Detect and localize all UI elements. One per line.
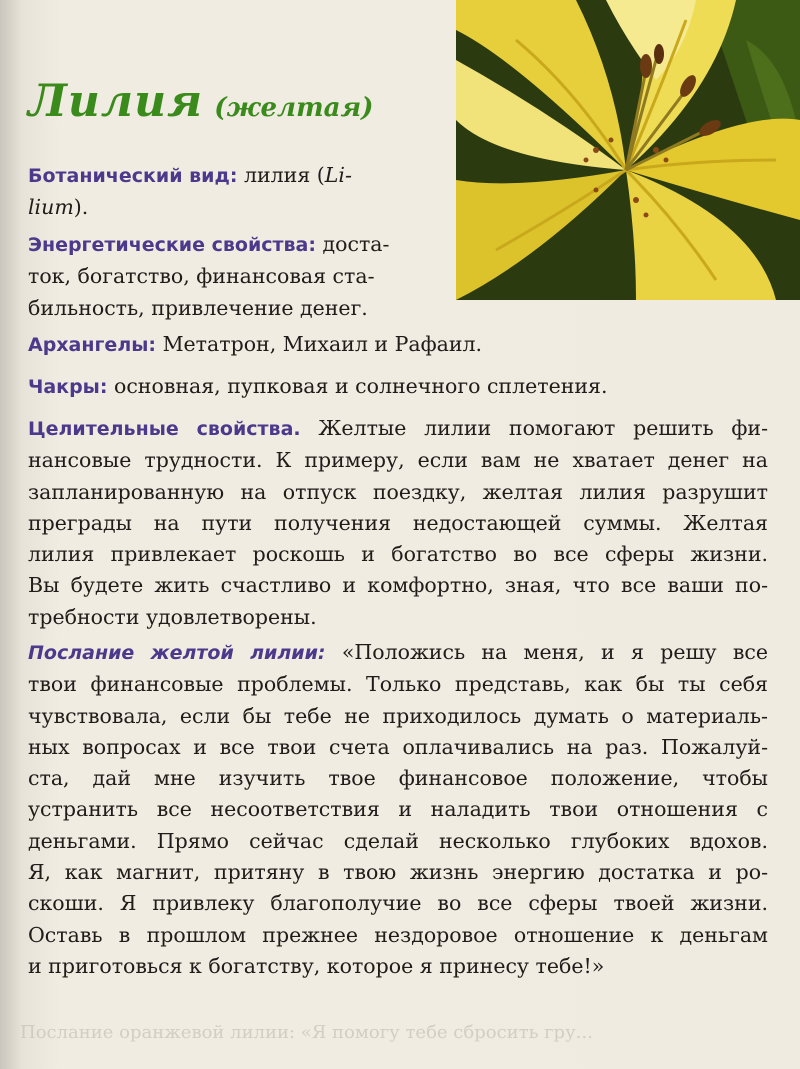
botanical-latin-part1: Li- [324,163,352,187]
healing-line: нансовые трудности. К примеру, если вам не хватает денег на [28,448,768,473]
healing-line-1 [28,413,768,445]
page-title [28,76,373,127]
energy-line-3: бильность, привлечение денег. [28,295,368,320]
message-line: устранить все несоответствия и наладить твои отношения с [28,797,768,822]
healing-line: преграды на пути получения недостающей суммы. Желтая [28,510,768,535]
chakras-section [28,371,768,403]
message-line: Я, как магнит, притяну в твою жизнь энергию достатка и ро- [28,860,768,885]
message-line: деньгами. Прямо сейчас сделай несколько глубоких вдохов. [28,828,768,853]
archangels-label: Архангелы: [28,334,157,356]
botanical-latin-part2: lium [28,195,74,220]
healing-line: Вы будете жить счастливо и комфортно, зная, что все ваши по- [28,573,768,598]
botanical-text: лилия ( [243,163,325,187]
archangels-text: Метатрон, Михаил и Рафаил. [162,332,483,356]
energy-line-2: ток, богатство, финансовая ста- [28,264,375,289]
message-section [28,637,768,982]
chakras-text: основная, пупковая и солнечного сплетения. [113,374,608,398]
title-subtitle: (желтая) [214,93,374,123]
healing-label: Целительные свойства. [28,418,301,440]
energy-line-1 [28,229,428,261]
message-line: ных вопросах и все твои счета оплачивались на раз. Пожалуй- [28,734,768,759]
healing-line: запланированную на отпуск поездку, желтая лилия разрушит [28,479,768,504]
message-line-last: и приготовься к богатству, которое я принесу тебе!» [28,953,605,978]
healing-line: лилия привлекает роскошь и богатство во все сферы жизни. [28,542,768,567]
message-line-1 [28,637,768,669]
healing-section [28,413,768,633]
message-line: твои финансовые проблемы. Только представь, как бы ты себя [28,672,768,697]
energy-text-1: достa- [322,232,390,256]
message-label: Послание желтой лилии: [28,642,326,664]
healing-text-1: Желтые лилии помогают решить фи- [318,416,768,440]
energy-label: Энергетические свойства: [28,234,316,256]
title-main: Лилия [28,76,204,127]
archangels-line [28,329,768,361]
yellow-lily-icon [456,0,800,300]
message-line: чувствовала, если бы тебе не приходилось думать о материаль- [28,703,768,728]
message-line: ста, дай мне изучить твое финансовое положение, чтобы [28,766,768,791]
message-line: скоши. Я привлеку благополучие во все сферы твоей жизни. [28,891,768,916]
botanical-line-1 [28,160,428,192]
botanical-section [28,160,428,224]
message-text-1: «Положись на меня, и я решу все [341,640,769,664]
chakras-label: Чакры: [28,376,108,398]
energy-section [28,229,428,324]
botanical-label: Ботанический вид: [28,165,238,187]
botanical-line-2 [28,192,428,223]
healing-line-last: требности удовлетворены. [28,604,317,629]
yellow-lily-photo [456,0,800,300]
archangels-section [28,329,768,361]
chakras-line [28,371,768,403]
bleed-through-text: Послание оранжевой лилии: «Я помогу тебе сбросить гру... [20,1022,593,1043]
message-line: Оставь в прошлом прежнее нездоровое отношение к деньгам [28,922,768,947]
botanical-text-end: ). [73,195,89,220]
